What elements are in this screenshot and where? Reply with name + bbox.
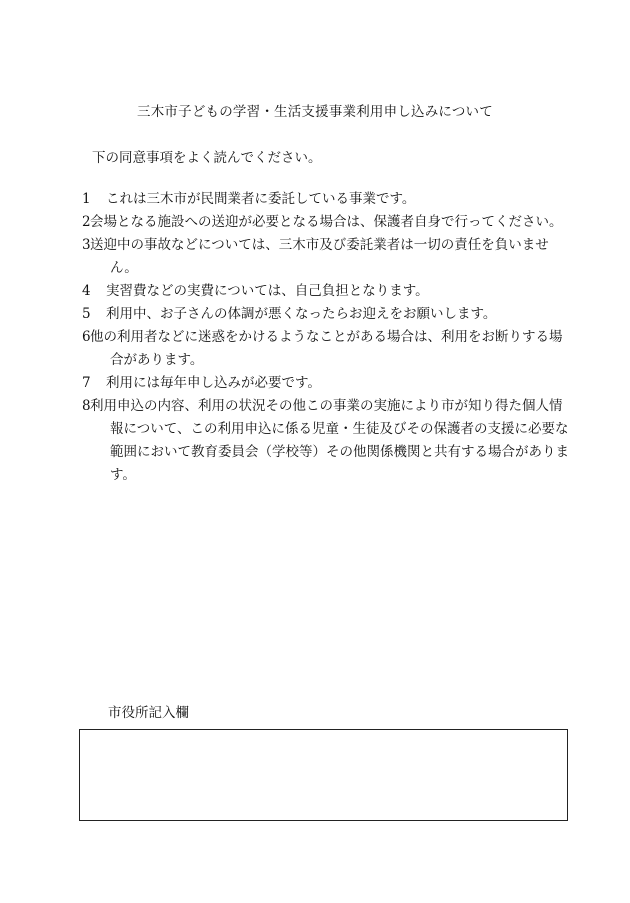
item-text: 実習費などの実費については、自己負担となります。 [106,283,429,299]
item-number: 4 [82,283,91,299]
list-item [82,211,572,234]
intro-text: 下の同意事項をよく読んでください。 [92,150,322,166]
list-item [82,372,572,395]
item-number: 3 [82,237,91,253]
office-entry-box[interactable] [79,729,568,821]
page-title: 三木市子どもの学習・生活支援事業利用申し込みについて [137,104,493,120]
item-text: 他の利用者などに迷惑をかけるようなことがある場合は、利用をお断りする場合があります。 [90,329,563,368]
list-item [82,395,572,487]
item-text: 利用には毎年申し込みが必要です。 [106,375,321,391]
item-number: 6 [82,329,91,345]
item-number: 2 [82,214,91,230]
office-section-label: 市役所記入欄 [108,705,189,721]
list-item [82,234,572,280]
list-item [82,303,572,326]
item-text: 利用申込の内容、利用の状況その他この事業の実施により市が知り得た個人情報について、この利用申込に係る児童・生徒及びその保護者の支援に必要な範囲において教育委員会（学校等）その他関係機関と共有する場合があります。 [90,398,569,483]
list-item [82,280,572,303]
list-item [82,188,572,211]
item-text: これは三木市が民間業者に委託している事業です。 [106,191,416,207]
item-text: 会場となる施設への送迎が必要となる場合は、保護者自身で行ってください。 [90,214,563,230]
item-number: 5 [82,306,91,322]
item-number: 7 [82,375,91,391]
item-number: 8 [82,398,91,414]
item-text: 送迎中の事故などについては、三木市及び委託業者は一切の責任を負いません。 [90,237,549,276]
item-text: 利用中、お子さんの体調が悪くなったらお迎えをお願いします。 [106,306,497,322]
list-item [82,326,572,372]
consent-list [82,188,572,487]
item-number: 1 [82,191,91,207]
